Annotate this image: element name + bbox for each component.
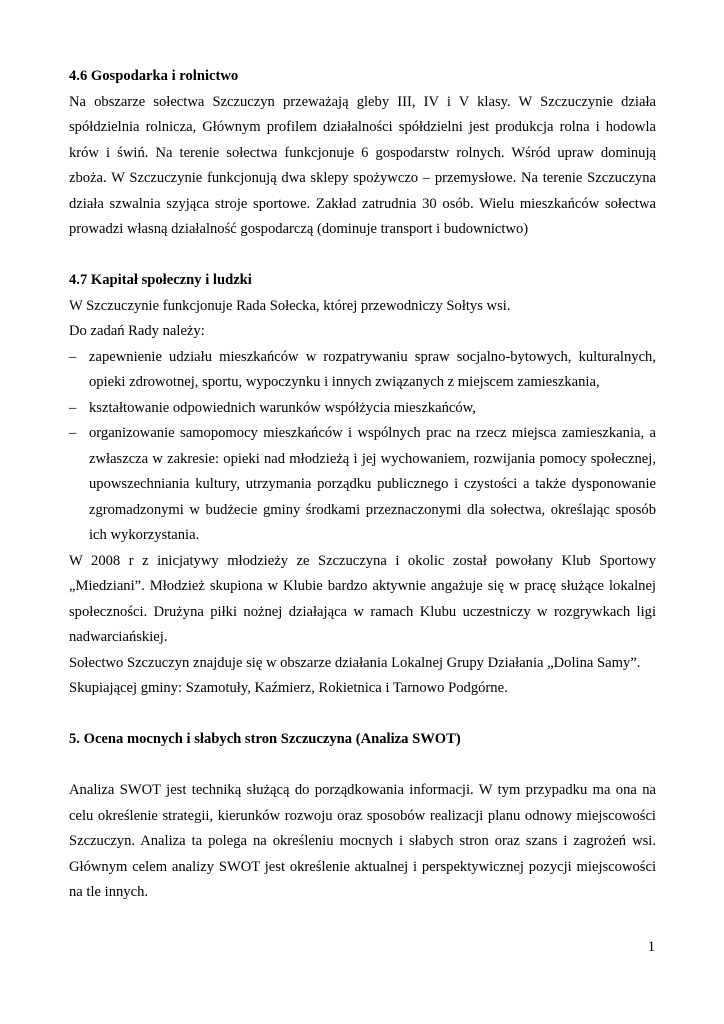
- list-item-text: zapewnienie udziału mieszkańców w rozpatrywaniu spraw socjalno-bytowych, kulturalnych, opieki zdrowotnej, sportu, wypoczynku i innych związanych z miejscem zamieszkania,: [89, 348, 656, 390]
- lgd-paragraph: Sołectwo Szczuczyn znajduje się w obszarze działania Lokalnej Grupy Działania „Dolina Samy”.: [69, 654, 641, 671]
- gminy-paragraph: Skupiającej gminy: Szamotuły, Kaźmierz, Rokietnica i Tarnowo Podgórne.: [69, 680, 508, 696]
- section-5-paragraph: Analiza SWOT jest techniką służącą do porządkowania informacji. W tym przypadku ma ona na celu określenie strategii, kierunków rozwoju oraz sposobów realizacji planu odnowy miejscowości Szczuczyn. Analiza ta polega na określeniu mocnych i słabych stron oraz szans i zagrożeń wsi. Głównym celem analizy SWOT jest określenie aktualnej i perspektywicznej pozycji miejscowości na tle innych.: [69, 782, 656, 900]
- document-page: [69, 64, 656, 906]
- list-item: [69, 396, 656, 422]
- rada-solecka-paragraph: W Szczuczynie funkcjonuje Rada Sołecka, której przewodniczy Sołtys wsi.: [69, 297, 511, 314]
- spacer: [69, 753, 656, 779]
- section-4-7-heading: 4.7 Kapitał społeczny i ludzki: [69, 272, 252, 288]
- rada-tasks-list: [69, 345, 656, 549]
- rada-tasks-intro: Do zadań Rady należy:: [69, 323, 205, 339]
- dash-bullet: –: [69, 399, 77, 416]
- section-4-6-paragraph: Na obszarze sołectwa Szczuczyn przeważają gleby III, IV i V klasy. W Szczuczynie działa spółdzielnia rolnicza, Głównym profilem działalności spółdzielni jest produkcja rolna i hodowla krów i świń. Na terenie sołectwa funkcjonuje 6 gospodarstw rolnych. Wśród upraw dominują zboża. W Szczuczynie funkcjonują dwa sklepy spożywczo – przemysłowe. Na terenie Szczuczyna działa szwalnia szyjąca stroje sportowe. Zakład zatrudnia 30 osób. Wielu mieszkańców sołectwa prowadzi własną działalność gospodarczą (dominuje transport i budownictwo): [69, 93, 656, 237]
- dash-bullet: –: [69, 348, 77, 365]
- spacer: [69, 702, 656, 728]
- list-item-text: organizowanie samopomocy mieszkańców i wspólnych prac na rzecz miejsca zamieszkania, a zwłaszcza w zakresie: opieki nad młodzieżą i jej wychowaniem, rozwijania pomocy społecznej, upowszechniania kultury, utrzymania porządku publicznego i czystości a także dysponowanie zgromadzonymi w budżecie gminy środkami przeznaczonymi dla sołectwa, określając sposób ich wykorzystania.: [89, 425, 656, 543]
- section-5-heading: 5. Ocena mocnych i słabych stron Szczuczyna (Analiza SWOT): [69, 731, 461, 747]
- section-4-6-heading: 4.6 Gospodarka i rolnictwo: [69, 68, 239, 84]
- list-item: [69, 421, 656, 549]
- list-item: [69, 345, 656, 396]
- spacer: [69, 243, 656, 269]
- dash-bullet: –: [69, 425, 77, 441]
- page-number: 1: [647, 939, 655, 955]
- list-item-text: kształtowanie odpowiednich warunków współżycia mieszkańców,: [89, 399, 476, 416]
- sports-club-paragraph: W 2008 r z inicjatywy młodzieży ze Szczuczyna i okolic został powołany Klub Sportowy „Miedziani”. Młodzież skupiona w Klubie bardzo aktywnie angażuje się w pracę służące lokalnej społeczności. Drużyna piłki nożnej działająca w ramach Klubu uczestniczy w rozgrywkach ligi nadwarciańskiej.: [69, 552, 656, 645]
